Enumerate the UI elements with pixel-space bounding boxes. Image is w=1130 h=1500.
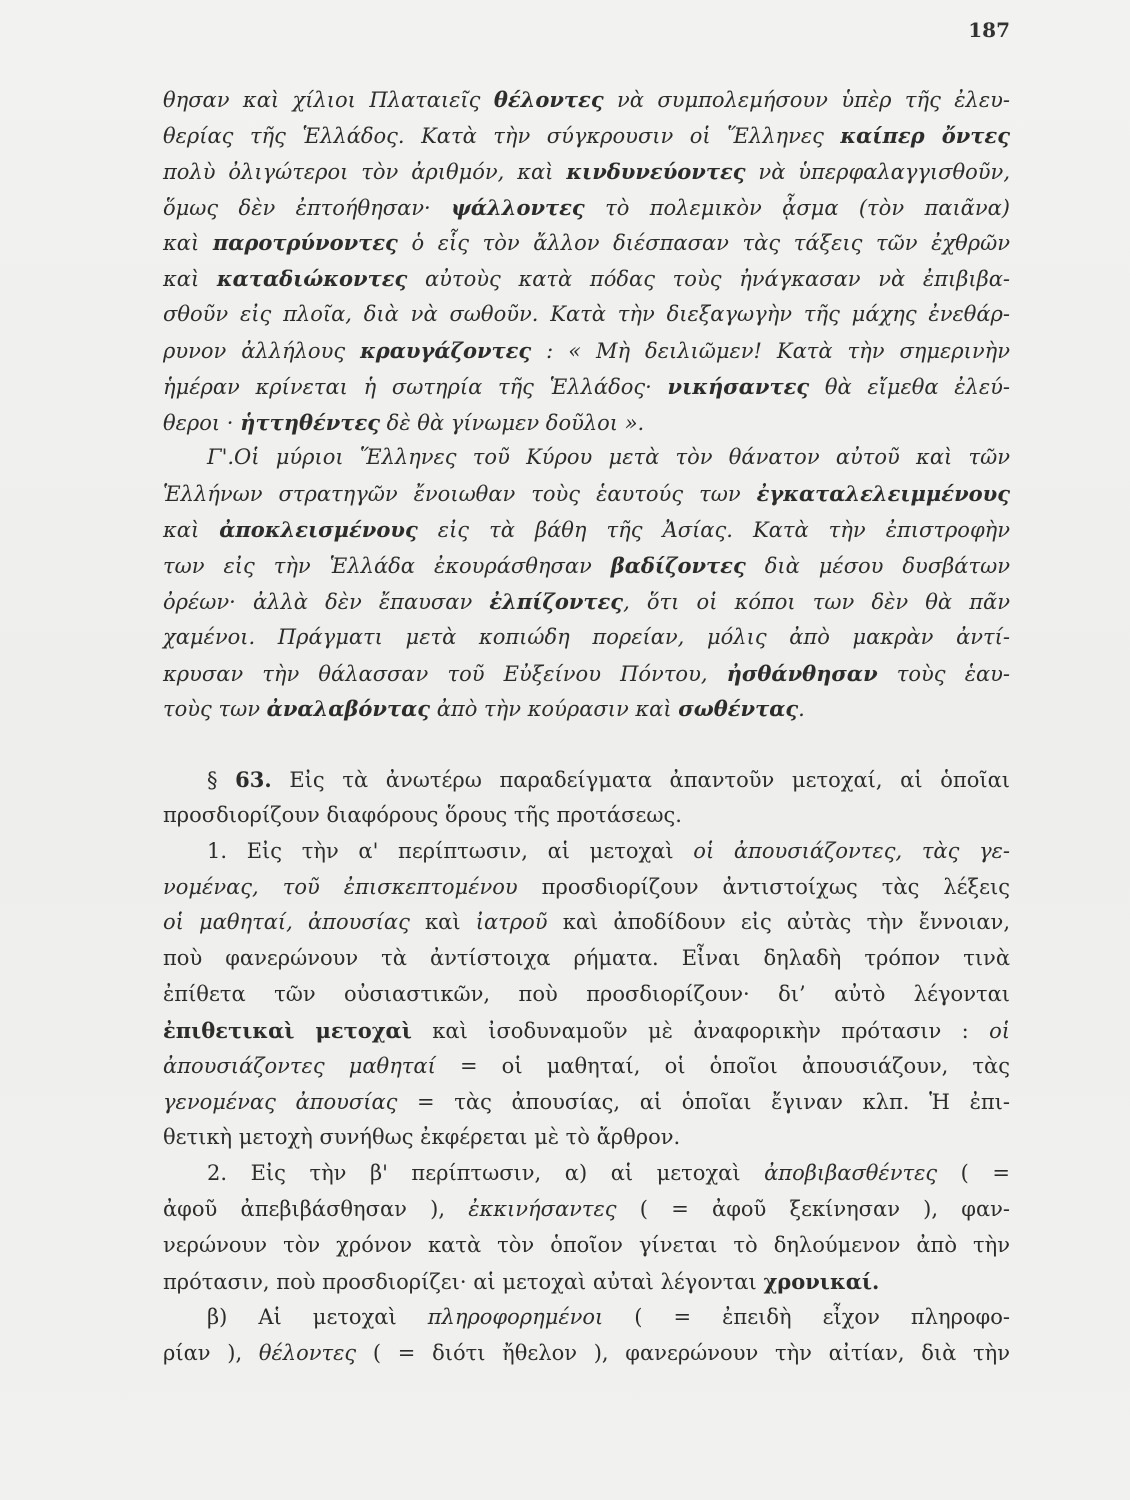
- bold-term: ψάλλοντες: [451, 194, 585, 220]
- text-run: τὸ πολεμικὸν ᾆσμα (τὸν παιᾶνα): [584, 195, 1010, 220]
- text-line: [163, 261, 1010, 297]
- text-line: [163, 1336, 1010, 1372]
- italic-term: οἱ ἀπουσιάζοντες, τὰς γε-: [693, 838, 1010, 863]
- text-run: αὐτοὺς κατὰ πόδας τοὺς ἠνάγκασαν νὰ ἐπιβιβα-: [407, 267, 1010, 292]
- text-line: [163, 1085, 1010, 1121]
- text-run: θερίας τῆς Ἑλλάδος. Κατὰ τὴν σύγκρουσιν οἱ Ἕλληνες: [163, 123, 841, 148]
- text-run: ( = ἀφοῦ ξεκίνησαν ), φαν-: [616, 1197, 1011, 1222]
- text-run: χαμένοι. Πράγματι μετὰ κοπιώδη πορείαν, μόλις ἀπὸ μακρὰν ἀντί-: [163, 624, 1010, 649]
- text-run: Ἑλλήνων στρατηγῶν ἔνοιωθαν τοὺς ἑαυτούς των: [163, 482, 757, 507]
- text-run: καὶ ἀποδίδουν εἰς αὐτὰς τὴν ἔννοιαν,: [547, 910, 1010, 935]
- text-run: 1. Εἰς τὴν α' περίπτωσιν, αἱ μετοχαὶ: [207, 838, 694, 863]
- text-line: [163, 333, 1010, 369]
- text-line: [163, 798, 1010, 834]
- text-run: καὶ ἰσοδυναμοῦν μὲ ἀναφορικὴν πρότασιν :: [411, 1018, 990, 1043]
- text-run: θὰ εἴμεθα ἐλεύ-: [809, 374, 1010, 399]
- text-run: ὁ εἷς τὸν ἄλλον διέσπασαν τὰς τάξεις τῶν ἐχθρῶν: [397, 231, 1010, 256]
- text-line: [163, 225, 1010, 261]
- bold-term: καίπερ ὄντες: [840, 122, 1010, 148]
- bold-term: ἡττηθέντες: [240, 409, 380, 435]
- text-run: καὶ: [163, 267, 217, 292]
- bold-term: 63.: [235, 767, 272, 792]
- bold-term: κινδυνεύοντες: [566, 158, 746, 184]
- bold-term: κραυγάζοντες: [360, 337, 532, 363]
- bold-term: χρονικαί.: [763, 1268, 880, 1294]
- text-run: διὰ μέσου δυσβάτων: [745, 553, 1010, 578]
- text-run: Γ'.Οἱ μύριοι Ἕλληνες τοῦ Κύρου μετὰ τὸν θάνατον αὐτοῦ καὶ τῶν: [207, 445, 1010, 470]
- text-run: τοὺς των: [163, 697, 267, 722]
- text-run: καὶ: [409, 910, 476, 935]
- italic-term: θέλοντες: [258, 1340, 357, 1365]
- text-line: [163, 620, 1010, 656]
- text-run: ρυνον ἀλλήλους: [163, 338, 361, 363]
- bold-term: παροτρύνοντες: [212, 230, 398, 256]
- text-line: [163, 762, 1010, 798]
- text-run: θεροι ·: [163, 410, 241, 435]
- italic-term: οἱ: [989, 1018, 1010, 1043]
- italic-term: ἐκκινήσαντες: [468, 1197, 617, 1222]
- bold-term: ἐγκαταλελειμμένους: [756, 481, 1010, 507]
- text-line: [163, 691, 1010, 727]
- text-line: [163, 190, 1010, 226]
- text-line: [163, 440, 1010, 476]
- text-run: σθοῦν εἰς πλοῖα, διὰ νὰ σωθοῦν. Κατὰ τὴν διεξαγωγὴν τῆς μάχης ἐνεθάρ-: [163, 302, 1010, 327]
- italic-term: νομένας, τοῦ ἐπισκεπτομένου: [163, 874, 518, 899]
- text-run: .: [798, 697, 805, 722]
- bold-term: ἐπιθετικαὶ μετοχαὶ: [163, 1017, 412, 1043]
- bold-term: καταδιώκοντες: [216, 266, 408, 292]
- text-line: [163, 656, 1010, 692]
- text-run: τοὺς ἑαυ-: [877, 661, 1011, 686]
- text-run: ( = διότι ἤθελον ), φανερώνουν τὴν αἰτίαν, διὰ τὴν: [356, 1340, 1010, 1365]
- text-line: [163, 1228, 1010, 1264]
- text-run: θησαν καὶ χίλιοι Πλαταιεῖς: [163, 88, 494, 112]
- text-run: προσδιορίζουν ἀντιστοίχως τὰς λέξεις: [517, 874, 1010, 899]
- text-run: πολὺ ὀλιγώτεροι τὸν ἀριθμόν, καὶ: [163, 159, 567, 184]
- text-run: νερώνουν τὸν χρόνον κατὰ τὸν ὁποῖον γίνεται τὸ δηλούμενον ἀπὸ τὴν: [163, 1232, 1010, 1257]
- text-line: [163, 512, 1010, 548]
- text-run: = οἱ μαθηταί, οἱ ὁποῖοι ἀπουσιάζουν, τὰς: [435, 1053, 1010, 1078]
- italic-term: ἰατροῦ: [475, 910, 548, 935]
- text-line: [163, 548, 1010, 584]
- text-run: : « Μὴ δειλιῶμεν! Κατὰ τὴν σημερινὴν: [531, 338, 1010, 363]
- text-line: [163, 405, 1010, 441]
- text-run: θετικὴ μετοχὴ συνήθως ἐκφέρεται μὲ τὸ ἄρθρον.: [163, 1125, 681, 1150]
- text-line: [163, 1049, 1010, 1085]
- text-line: [163, 82, 1010, 118]
- bold-term: ἀναλαβόντας: [266, 696, 431, 722]
- text-line: [163, 1192, 1010, 1228]
- text-line: [163, 870, 1010, 906]
- text-line: [163, 905, 1010, 941]
- text-run: εἰς τὰ βάθη τῆς Ἀσίας. Κατὰ τὴν ἐπιστροφὴν: [417, 518, 1010, 543]
- text-run: ἀπὸ τὴν κούρασιν καὶ: [430, 697, 679, 722]
- text-run: , ὅτι οἱ κόποι των δὲν θὰ πᾶν: [623, 589, 1010, 614]
- text-line: [163, 584, 1010, 620]
- text-run: ὀρέων· ἀλλὰ δὲν ἔπαυσαν: [163, 589, 490, 614]
- bold-term: ἠσθάνθησαν: [726, 660, 878, 686]
- text-line: [163, 977, 1010, 1013]
- text-run: καὶ: [163, 518, 220, 543]
- text-run: ἐπίθετα τῶν οὐσιαστικῶν, ποὺ προσδιορίζουν· δι’ αὐτὸ λέγονται: [163, 982, 1010, 1007]
- commentary-block: [163, 762, 1010, 1371]
- text-line: [163, 1264, 1010, 1300]
- text-run: δὲ θὰ γίνωμεν δοῦλοι ».: [380, 410, 645, 435]
- text-run: ἀφοῦ ἀπεβιβάσθησαν ),: [163, 1197, 469, 1222]
- text-line: [163, 941, 1010, 977]
- text-run: Εἰς τὰ ἀνωτέρω παραδείγματα ἀπαντοῦν μετοχαί, αἱ ὁποῖαι: [271, 768, 1010, 792]
- bold-term: ἐλπίζοντες: [489, 588, 624, 614]
- text-line: [163, 834, 1010, 870]
- text-line: [163, 1156, 1010, 1192]
- text-line: [163, 297, 1010, 333]
- text-run: §: [207, 768, 236, 792]
- text-run: προσδιορίζουν διαφόρους ὅρους τῆς προτάσεως.: [163, 802, 682, 827]
- text-line: [163, 154, 1010, 190]
- text-run: πρότασιν, ποὺ προσδιορίζει· αἱ μετοχαὶ αὐταὶ λέγονται: [163, 1269, 764, 1294]
- text-run: νὰ συμπολεμήσουν ὑπὲρ τῆς ἐλευ-: [603, 88, 1010, 112]
- italic-term: ἀποβιβασθέντες: [764, 1161, 938, 1186]
- text-run: ποὺ φανερώνουν τὰ ἀντίστοιχα ρήματα. Εἶναι δηλαδὴ τρόπον τινὰ: [163, 946, 1010, 971]
- italic-term: πληροφορημένοι: [427, 1304, 604, 1329]
- page-number: 187: [968, 18, 1010, 42]
- text-line: [163, 1120, 1010, 1156]
- bold-term: ἀποκλεισμένους: [219, 517, 418, 543]
- bold-term: σωθέντας: [678, 696, 799, 722]
- italic-term: οἱ μαθηταί, ἀπουσίας: [163, 910, 410, 935]
- text-line: [163, 369, 1010, 405]
- text-line: [163, 1013, 1010, 1049]
- text-line: [163, 1300, 1010, 1336]
- text-run: = τὰς ἀπουσίας, αἱ ὁποῖαι ἔγιναν κλπ. Ἡ ἐπι-: [397, 1089, 1010, 1114]
- text-run: ρίαν ),: [163, 1340, 259, 1365]
- text-run: ὅμως δὲν ἐπτοήθησαν·: [163, 195, 452, 220]
- italic-term: γενομένας ἀπουσίας: [163, 1089, 398, 1114]
- text-run: 2. Εἰς τὴν β' περίπτωσιν, α) αἱ μετοχαὶ: [207, 1161, 765, 1186]
- text-line: [163, 476, 1010, 512]
- text-run: κρυσαν τὴν θάλασσαν τοῦ Εὐξείνου Πόντου,: [163, 661, 727, 686]
- text-run: καὶ: [163, 231, 213, 256]
- text-run: ( = ἐπειδὴ εἶχον πληροφο-: [603, 1304, 1010, 1329]
- bold-term: νικήσαντες: [667, 373, 810, 399]
- text-run: των εἰς τὴν Ἑλλάδα ἐκουράσθησαν: [163, 553, 611, 578]
- text-run: ( =: [937, 1161, 1010, 1186]
- text-run: β) Αἱ μετοχαὶ: [207, 1304, 428, 1329]
- text-run: νὰ ὑπερφαλαγγισθοῦν,: [745, 159, 1010, 184]
- text-run: ἡμέραν κρίνεται ἡ σωτηρία τῆς Ἑλλάδος·: [163, 374, 668, 399]
- italic-examples-block: [163, 82, 1010, 727]
- italic-term: ἀπουσιάζοντες μαθηταί: [163, 1053, 436, 1078]
- bold-term: βαδίζοντες: [610, 552, 746, 578]
- bold-term: θέλοντες: [493, 87, 604, 112]
- text-line: [163, 118, 1010, 154]
